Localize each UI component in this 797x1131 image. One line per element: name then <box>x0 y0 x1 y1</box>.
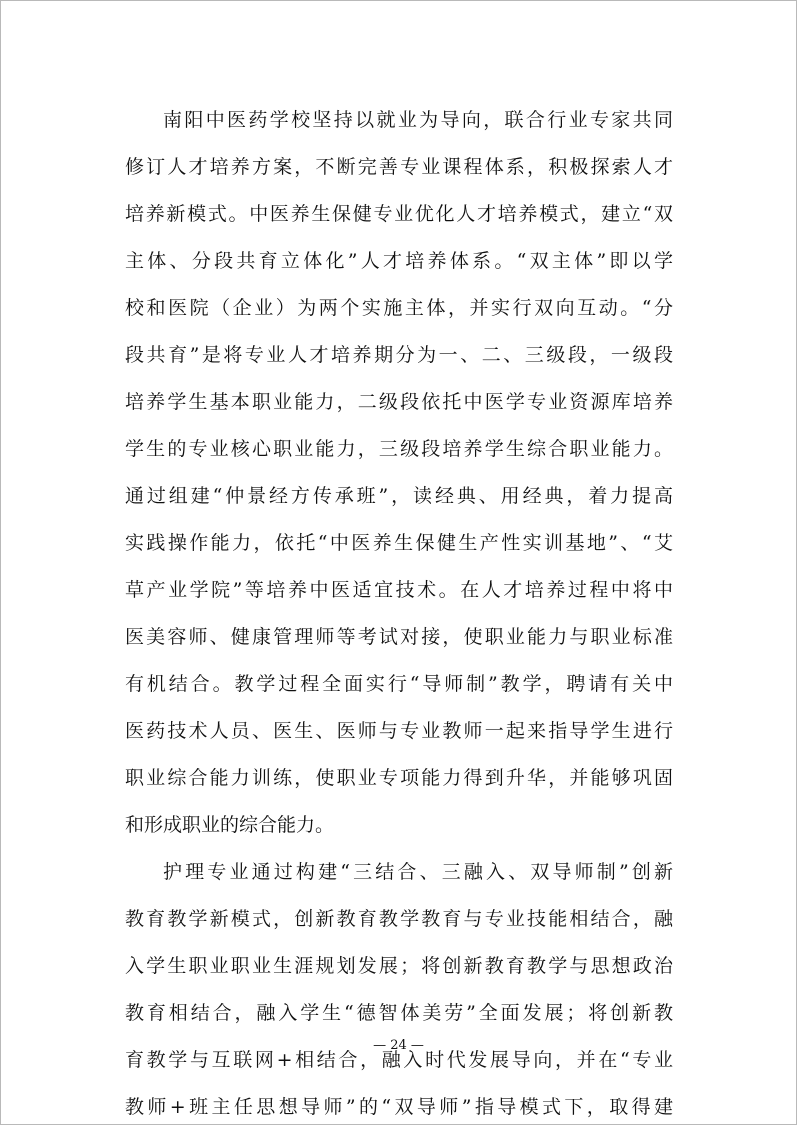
text-line: 教育教学新模式，创新教育教学教育与专业技能相结合，融 <box>125 908 673 930</box>
text-line: 教育相结合，融入学生“德智体美劳”全面发展；将创新教 <box>125 1002 673 1024</box>
document-body <box>125 97 673 1131</box>
text-line: 教师+班主任思想导师”的“双导师”指导模式下，取得建 <box>125 1096 673 1118</box>
text-line: 实践操作能力，依托“中医养生保健生产性实训基地”、“艾 <box>125 532 673 554</box>
text-line: 学生的专业核心职业能力，三级段培养学生综合职业能力。 <box>125 438 673 460</box>
text-line: 修订人才培养方案，不断完善专业课程体系，积极探索人才 <box>125 156 673 178</box>
page-number: — 24 — <box>373 1038 424 1053</box>
text-line: 和形成职业的综合能力。 <box>125 814 335 836</box>
paragraph-1 <box>125 97 673 849</box>
text-line: 校和医院（企业）为两个实施主体，并实行双向互动。“分 <box>125 297 673 319</box>
text-line: 护理专业通过构建“三结合、三融入、双导师制”创新 <box>163 861 673 883</box>
text-line: 培养新模式。中医养生保健专业优化人才培养模式，建立“双 <box>125 203 673 225</box>
text-line: 主体、分段共育立体化”人才培养体系。“双主体”即以学 <box>125 250 673 272</box>
text-line: 医美容师、健康管理师等考试对接，使职业能力与职业标准 <box>125 626 673 648</box>
text-line: 段共育”是将专业人才培养期分为一、二、三级段，一级段 <box>125 344 673 366</box>
text-line: 育教学与互联网+相结合，融入时代发展导向，并在“专业 <box>125 1049 673 1071</box>
text-line: 草产业学院”等培养中医适宜技术。在人才培养过程中将中 <box>125 579 673 601</box>
text-line: 职业综合能力训练，使职业专项能力得到升华，并能够巩固 <box>125 767 673 789</box>
text-line: 入学生职业职业生涯规划发展；将创新教育教学与思想政治 <box>125 955 673 977</box>
paragraph-2 <box>125 849 673 1131</box>
text-line: 南阳中医药学校坚持以就业为导向，联合行业专家共同 <box>163 109 673 131</box>
text-line: 有机结合。教学过程全面实行“导师制”教学，聘请有关中 <box>125 673 673 695</box>
text-line: 培养学生基本职业能力，二级段依托中医学专业资源库培养 <box>125 391 673 413</box>
text-line: 通过组建“仲景经方传承班”，读经典、用经典，着力提高 <box>125 485 673 507</box>
text-line: 医药技术人员、医生、医师与专业教师一起来指导学生进行 <box>125 720 673 742</box>
